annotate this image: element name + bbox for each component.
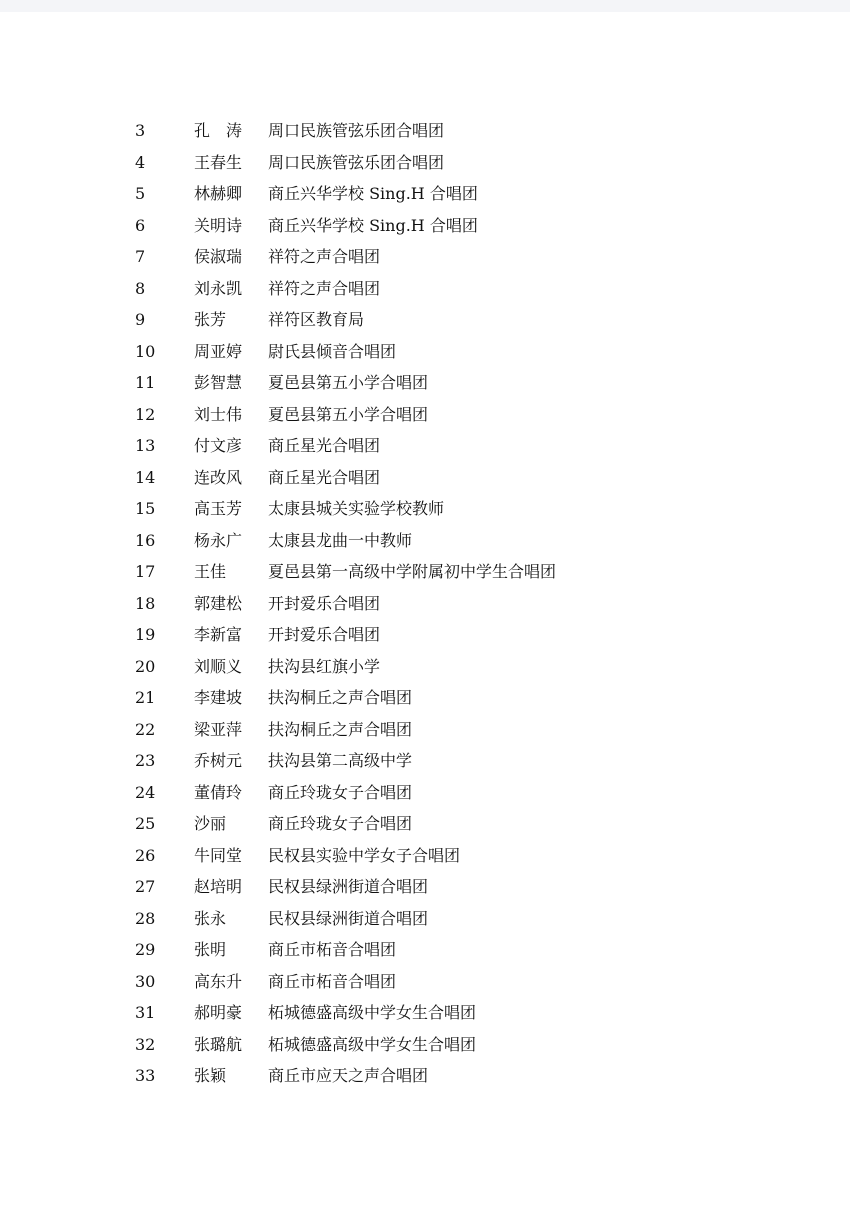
person-name: 牛同堂 <box>194 845 243 865</box>
list-item <box>0 840 850 872</box>
row-number: 5 <box>135 184 146 203</box>
person-name: 高东升 <box>194 971 243 991</box>
person-name: 彭智慧 <box>194 373 243 392</box>
row-number: 18 <box>135 593 156 613</box>
person-name: 连改风 <box>194 467 243 487</box>
organization-name: 扶沟县红旗小学 <box>268 656 381 676</box>
organization-name: 祥符区教育局 <box>268 310 365 329</box>
person-name: 郝明豪 <box>194 1003 243 1022</box>
organization-name: 民权县绿洲街道合唱团 <box>268 908 429 928</box>
person-name: 关明诗 <box>194 215 243 235</box>
organization-name: 商丘市柘音合唱团 <box>268 940 397 959</box>
organization-name: 尉氏县倾音合唱团 <box>268 341 397 361</box>
organization-name: 商丘玲珑女子合唱团 <box>268 814 413 833</box>
list-item <box>0 147 850 179</box>
person-name: 张颖 <box>194 1066 227 1085</box>
person-name: 付文彦 <box>194 436 243 455</box>
person-name: 张明 <box>194 940 227 959</box>
person-name: 刘永凯 <box>194 278 243 298</box>
row-number: 7 <box>135 247 146 266</box>
person-name: 周亚婷 <box>194 341 243 361</box>
row-number: 30 <box>135 971 156 991</box>
list-item <box>0 430 850 462</box>
person-name: 孔 涛 <box>194 121 243 140</box>
organization-name: 民权县实验中学女子合唱团 <box>268 845 461 865</box>
row-number: 10 <box>135 341 156 361</box>
person-name: 王佳 <box>194 562 227 581</box>
person-name: 刘士伟 <box>194 404 243 424</box>
list-item <box>0 1029 850 1061</box>
person-name: 杨永广 <box>194 530 243 550</box>
row-number: 22 <box>135 719 156 739</box>
list-item <box>0 619 850 651</box>
list-item <box>0 525 850 557</box>
organization-name: 柘城德盛高级中学女生合唱团 <box>268 1003 477 1022</box>
list-item <box>0 714 850 746</box>
person-name: 乔树元 <box>194 751 243 770</box>
list-item <box>0 808 850 840</box>
row-number: 29 <box>135 940 156 959</box>
list-item <box>0 115 850 147</box>
person-name: 梁亚萍 <box>194 719 243 739</box>
list-item <box>0 1060 850 1092</box>
list-item <box>0 210 850 242</box>
row-number: 19 <box>135 625 156 644</box>
organization-name: 扶沟桐丘之声合唱团 <box>268 688 413 707</box>
organization-name: 开封爱乐合唱团 <box>268 625 381 644</box>
organization-name: 太康县龙曲一中教师 <box>268 530 413 550</box>
organization-name: 夏邑县第五小学合唱团 <box>268 404 429 424</box>
organization-name: 开封爱乐合唱团 <box>268 593 381 613</box>
row-number: 33 <box>135 1066 156 1085</box>
organization-name: 商丘市柘音合唱团 <box>268 971 397 991</box>
organization-name: 扶沟县第二高级中学 <box>268 751 413 770</box>
person-name: 董倩玲 <box>194 782 243 802</box>
organization-name: 柘城德盛高级中学女生合唱团 <box>268 1034 477 1054</box>
member-list <box>0 115 850 1092</box>
list-item <box>0 241 850 273</box>
list-item <box>0 556 850 588</box>
row-number: 17 <box>135 562 156 581</box>
row-number: 20 <box>135 656 156 676</box>
organization-name: 夏邑县第一高级中学附属初中学生合唱团 <box>268 562 557 581</box>
organization-name: 周口民族管弦乐团合唱团 <box>268 152 445 172</box>
list-item <box>0 777 850 809</box>
person-name: 张芳 <box>194 310 227 329</box>
organization-name: 夏邑县第五小学合唱团 <box>268 373 429 392</box>
list-item <box>0 934 850 966</box>
row-number: 13 <box>135 436 156 455</box>
person-name: 李新富 <box>194 625 243 644</box>
person-name: 高玉芳 <box>194 499 243 518</box>
list-item <box>0 997 850 1029</box>
row-number: 15 <box>135 499 156 518</box>
row-number: 16 <box>135 530 156 550</box>
row-number: 3 <box>135 121 146 140</box>
organization-name: 商丘星光合唱团 <box>268 436 381 455</box>
row-number: 31 <box>135 1003 156 1022</box>
row-number: 14 <box>135 467 156 487</box>
list-item <box>0 462 850 494</box>
row-number: 12 <box>135 404 156 424</box>
person-name: 郭建松 <box>194 593 243 613</box>
list-item <box>0 966 850 998</box>
list-item <box>0 336 850 368</box>
list-item <box>0 304 850 336</box>
person-name: 林赫卿 <box>194 184 243 203</box>
person-name: 张永 <box>194 908 227 928</box>
row-number: 6 <box>135 215 146 235</box>
row-number: 24 <box>135 782 156 802</box>
organization-name: 周口民族管弦乐团合唱团 <box>268 121 445 140</box>
row-number: 23 <box>135 751 156 770</box>
list-item <box>0 367 850 399</box>
organization-name: 商丘玲珑女子合唱团 <box>268 782 413 802</box>
person-name: 王春生 <box>194 152 243 172</box>
row-number: 21 <box>135 688 156 707</box>
list-item <box>0 745 850 777</box>
person-name: 侯淑瑞 <box>194 247 243 266</box>
person-name: 刘顺义 <box>194 656 243 676</box>
row-number: 4 <box>135 152 146 172</box>
row-number: 8 <box>135 278 146 298</box>
list-item <box>0 178 850 210</box>
person-name: 张璐航 <box>194 1034 243 1054</box>
row-number: 11 <box>135 373 156 392</box>
organization-name: 祥符之声合唱团 <box>268 247 381 266</box>
organization-name: 祥符之声合唱团 <box>268 278 381 298</box>
organization-name: 民权县绿洲街道合唱团 <box>268 877 429 896</box>
row-number: 26 <box>135 845 156 865</box>
list-item <box>0 651 850 683</box>
person-name: 沙丽 <box>194 814 227 833</box>
row-number: 28 <box>135 908 156 928</box>
row-number: 25 <box>135 814 156 833</box>
list-item <box>0 399 850 431</box>
list-item <box>0 903 850 935</box>
row-number: 27 <box>135 877 156 896</box>
list-item <box>0 588 850 620</box>
organization-name: 商丘兴华学校 Sing.H 合唱团 <box>268 215 478 235</box>
organization-name: 扶沟桐丘之声合唱团 <box>268 719 413 739</box>
organization-name: 太康县城关实验学校教师 <box>268 499 445 518</box>
list-item <box>0 682 850 714</box>
row-number: 9 <box>135 310 146 329</box>
person-name: 李建坡 <box>194 688 243 707</box>
list-item <box>0 871 850 903</box>
list-item <box>0 493 850 525</box>
organization-name: 商丘星光合唱团 <box>268 467 381 487</box>
row-number: 32 <box>135 1034 156 1054</box>
person-name: 赵培明 <box>194 877 243 896</box>
organization-name: 商丘兴华学校 Sing.H 合唱团 <box>268 184 478 203</box>
organization-name: 商丘市应天之声合唱团 <box>268 1066 429 1085</box>
list-item <box>0 273 850 305</box>
page-top-strip <box>0 0 850 12</box>
